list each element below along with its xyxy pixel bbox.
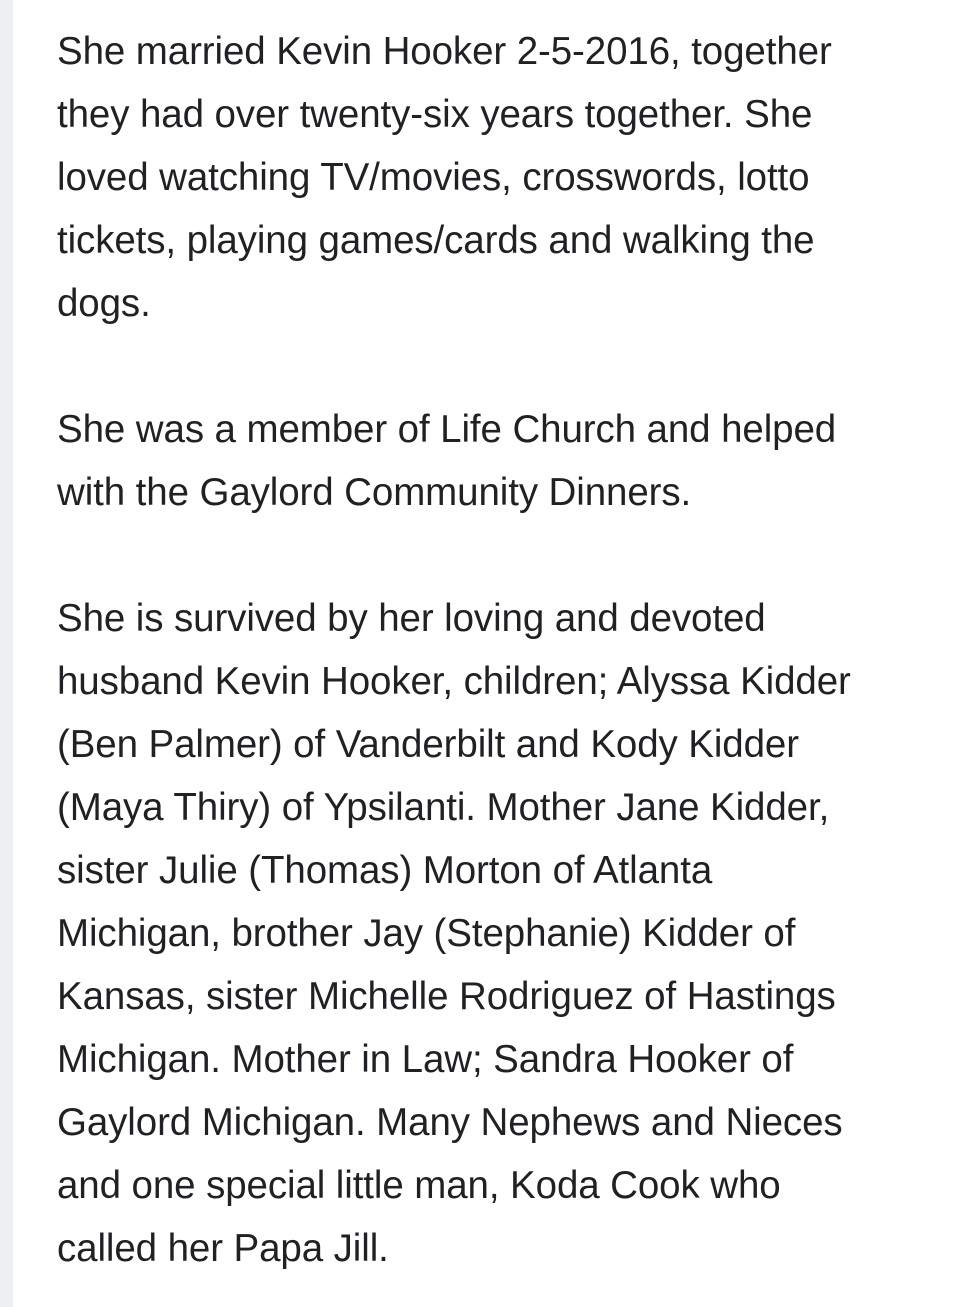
church-paragraph: She was a member of Life Church and helped with the Gaylord Community Dinners. (57, 408, 837, 514)
survivors-paragraph: She is survived by her loving and devoted husband Kevin Hooker, children; Alyssa Kidder (Ben Palmer) of Vanderbilt and Kody Kidder (Maya Thiry) of Ypsilanti. Mother Jane Kidder, sister Julie (Thomas) Morton of Atlanta Michigan, brother Jay (Stephanie) Kidder of Kansas, sister Michelle Rodriguez of Hastings Michigan. Mother in Law; Sandra Hooker of Gaylord Michigan. Many Nephews and Nieces and one special little man, Koda Cook who called her Papa Jill. (57, 597, 851, 1270)
left-margin-rail (0, 0, 13, 1307)
obituary-article-body (57, 20, 947, 1280)
marriage-paragraph: She married Kevin Hooker 2-5-2016, together they had over twenty-six years together. She loved watching TV/movies, crosswords, lotto tickets, playing games/cards and walking the dogs. (57, 30, 832, 325)
